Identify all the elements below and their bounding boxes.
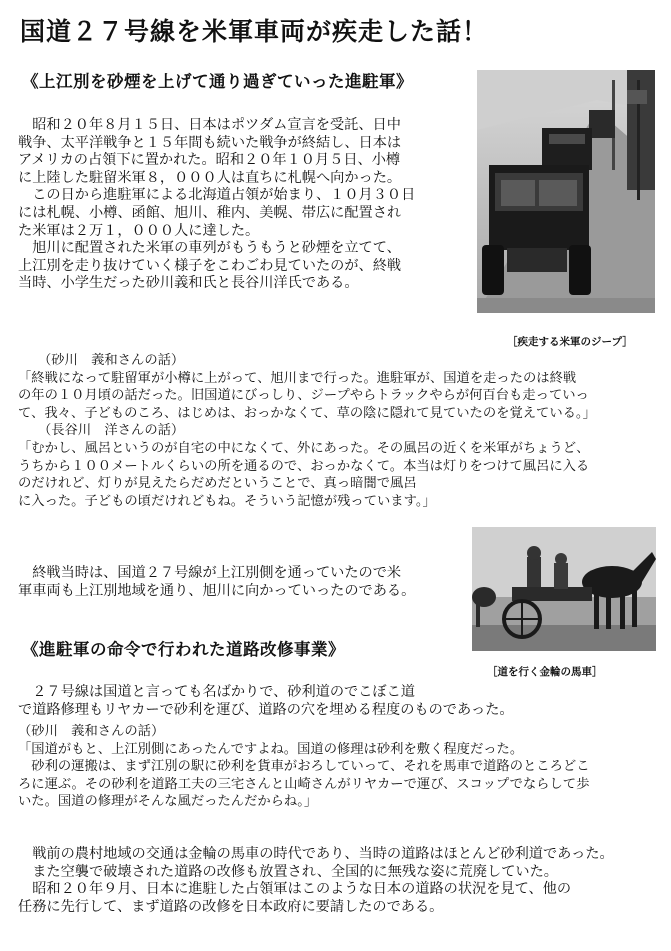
section2-testimony xyxy=(18,723,590,811)
quote-line: ろに運ぶ。その砂利を道路工夫の三宅さんと山崎さんがリヤカーで運び、スコップでならして歩 xyxy=(18,776,590,792)
section-heading-occupation-army: 《上江別を砂煙を上げて通り過ぎていった進駐軍》 xyxy=(22,72,413,91)
text-line: には札幌、小樽、函館、旭川、稚内、美幌、帯広に配置され xyxy=(18,204,402,221)
text-line: 旭川に配置された米軍の車列がもうもうと砂煙を立てて、 xyxy=(18,240,401,257)
text-line: た米軍は２万１，０００人に達した。 xyxy=(18,222,260,239)
quote-line: に入った。子どもの頃だけれどもね。そういう記憶が残っています。」 xyxy=(18,493,436,509)
text-line: で道路修理もリヤカーで砂利を運び、道路の穴を埋める程度のものであった。 xyxy=(18,701,514,718)
speaker-label: （砂川 義和さんの話） xyxy=(18,353,185,368)
section2-intro xyxy=(18,684,514,719)
page-title: 国道２７号線を米軍車両が疾走した話！ xyxy=(20,17,489,46)
quote-line: 「終戦になって駐留軍が小樽に上がって、旭川まで行った。進駐軍が、国道を走ったのは終戦 xyxy=(18,370,577,386)
text-line: 任務に先行して、まず道路の改修を日本政府に要請したのである。 xyxy=(18,898,444,915)
text-line: ２７号線は国道と言っても名ばかりで、砂利道のでこぼこ道 xyxy=(18,684,415,700)
jeep-photo xyxy=(477,70,655,313)
text-line: 昭和２０年９月、日本に進駐した占領軍はこのような日本の道路の状況を見て、他の xyxy=(18,881,572,898)
horse-cart-photo-caption: ［道を行く金輪の馬車］ xyxy=(487,666,603,678)
quote-line: 「国道がもと、上江別側にあったんですよね。国道の修理は砂利を敷く程度だった。 xyxy=(18,741,524,757)
quote-line: 「むかし、風呂というのが自宅の中になくて、外にあった。その風呂の近くを米軍がちょうど、 xyxy=(18,440,590,456)
quote-line: うちから１００メートルくらいの所を通るので、おっかなくて。本当は灯りをつけて風呂に入る xyxy=(18,458,590,474)
speaker-label: （砂川 義和さんの話） xyxy=(18,724,165,739)
text-line: 終戦当時は、国道２７号線が上江別側を通っていたので米 xyxy=(18,565,402,581)
quote-line: の年の１０月頃の話だった。旧国道にびっしり、ジープやらトラックやらが何百台も走っていっ xyxy=(18,388,589,404)
quote-line: て、我々、子どものころ、はじめは、おっかなくて、草の陰に隠れて見ていたのを覚えている。」 xyxy=(18,405,596,421)
text-line: 当時、小学生だった砂川義和氏と長谷川洋氏である。 xyxy=(18,275,359,292)
speaker-label: （長谷川 洋さんの話） xyxy=(18,423,185,439)
quote-line: 砂利の運搬は、まず江別の駅に砂利を貨車がおろしていって、それを馬車で道路のところどこ xyxy=(18,759,590,775)
section1-testimony xyxy=(18,352,596,510)
section1-intro xyxy=(18,117,415,293)
text-line: 上江別を走り抜けていく様子をこわごわ見ていたのが、終戦 xyxy=(18,257,402,274)
section2-closing xyxy=(18,846,614,916)
horse-cart-photo xyxy=(472,527,656,651)
text-line: 戦前の農村地域の交通は金輪の馬車の時代であり、当時の道路はほとんど砂利道であった。 xyxy=(18,846,614,862)
text-line: 軍車両も上江別地域を通り、旭川に向かっていったのである。 xyxy=(18,582,416,599)
section-heading-road-repair: 《進駐軍の命令で行われた道路改修事業》 xyxy=(22,640,345,659)
jeep-photo-caption: ［疾走する米軍のジープ］ xyxy=(507,336,633,348)
quote-line: いた。国道の修理がそんな風だったんだからね。」 xyxy=(18,794,318,810)
text-line: この日から進駐軍による北海道占領が始まり、１０月３０日 xyxy=(18,187,416,204)
text-line: また空襲で破壊された道路の改修も放置され、全国的に無残な姿に荒廃していた。 xyxy=(18,863,558,880)
text-line: 戦争、太平洋戦争と１５年間も続いた戦争が終結し、日本は xyxy=(18,134,402,151)
text-line: アメリカの占領下に置かれた。昭和２０年１０月５日、小樽 xyxy=(18,152,401,169)
section1-closing xyxy=(18,565,415,600)
text-line: に上陸した駐留米軍８，０００人は直ちに札幌へ向かった。 xyxy=(18,169,402,186)
text-line: 昭和２０年８月１５日、日本はポツダム宣言を受託、日中 xyxy=(18,117,401,133)
quote-line: のだけれど、灯りが見えたらだめだということで、真っ暗闇で風呂 xyxy=(18,476,417,492)
